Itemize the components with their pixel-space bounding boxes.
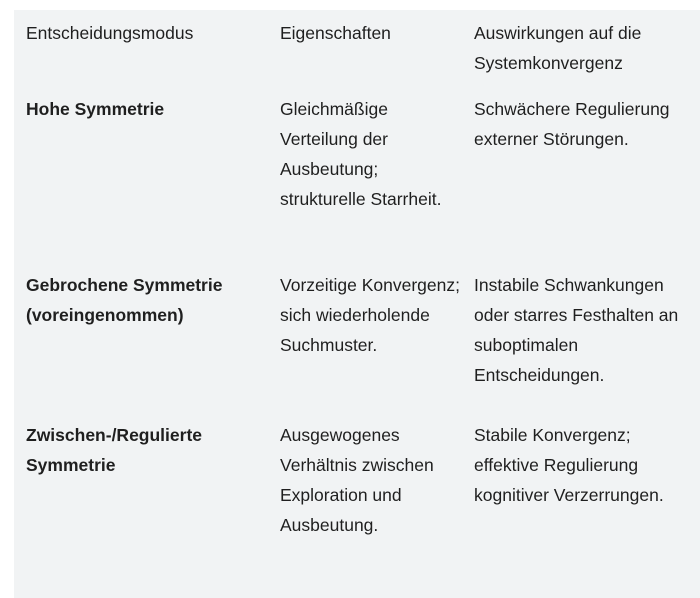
- row-properties: Vorzeitige Konvergenz; sich wiederholende Suchmuster.: [280, 275, 460, 355]
- header-row: [14, 10, 700, 88]
- row-properties: Ausgewogenes Verhältnis zwischen Exploration und Ausbeutung.: [280, 425, 434, 535]
- header-properties: Eigenschaften: [280, 23, 391, 43]
- decision-mode-table: [14, 10, 700, 570]
- row-mode-label: Hohe Symmetrie: [26, 99, 165, 119]
- table-row: [14, 266, 700, 416]
- table-row: [14, 88, 700, 266]
- table-body: [14, 88, 700, 570]
- row-effects: Stabile Konvergenz; effektive Regulierung kognitiver Verzerrungen.: [474, 425, 664, 505]
- table-row: [14, 416, 700, 570]
- header-effects: Auswirkungen auf die Systemkonvergenz: [474, 23, 642, 73]
- row-mode-label: Gebrochene Symmetrie (voreingenommen): [26, 275, 223, 325]
- header-decision-mode: Entscheidungsmodus: [26, 23, 194, 43]
- comparison-table-container: [14, 10, 700, 598]
- row-mode-label: Zwischen-/Regulierte Symmetrie: [26, 425, 203, 475]
- row-effects: Instabile Schwankungen oder starres Festhalten an suboptimalen Entscheidungen.: [474, 275, 679, 385]
- row-properties: Gleichmäßige Verteilung der Ausbeutung; strukturelle Starrheit.: [280, 99, 442, 209]
- row-effects: Schwächere Regulierung externer Störungen.: [474, 99, 670, 149]
- table-header: [14, 10, 700, 88]
